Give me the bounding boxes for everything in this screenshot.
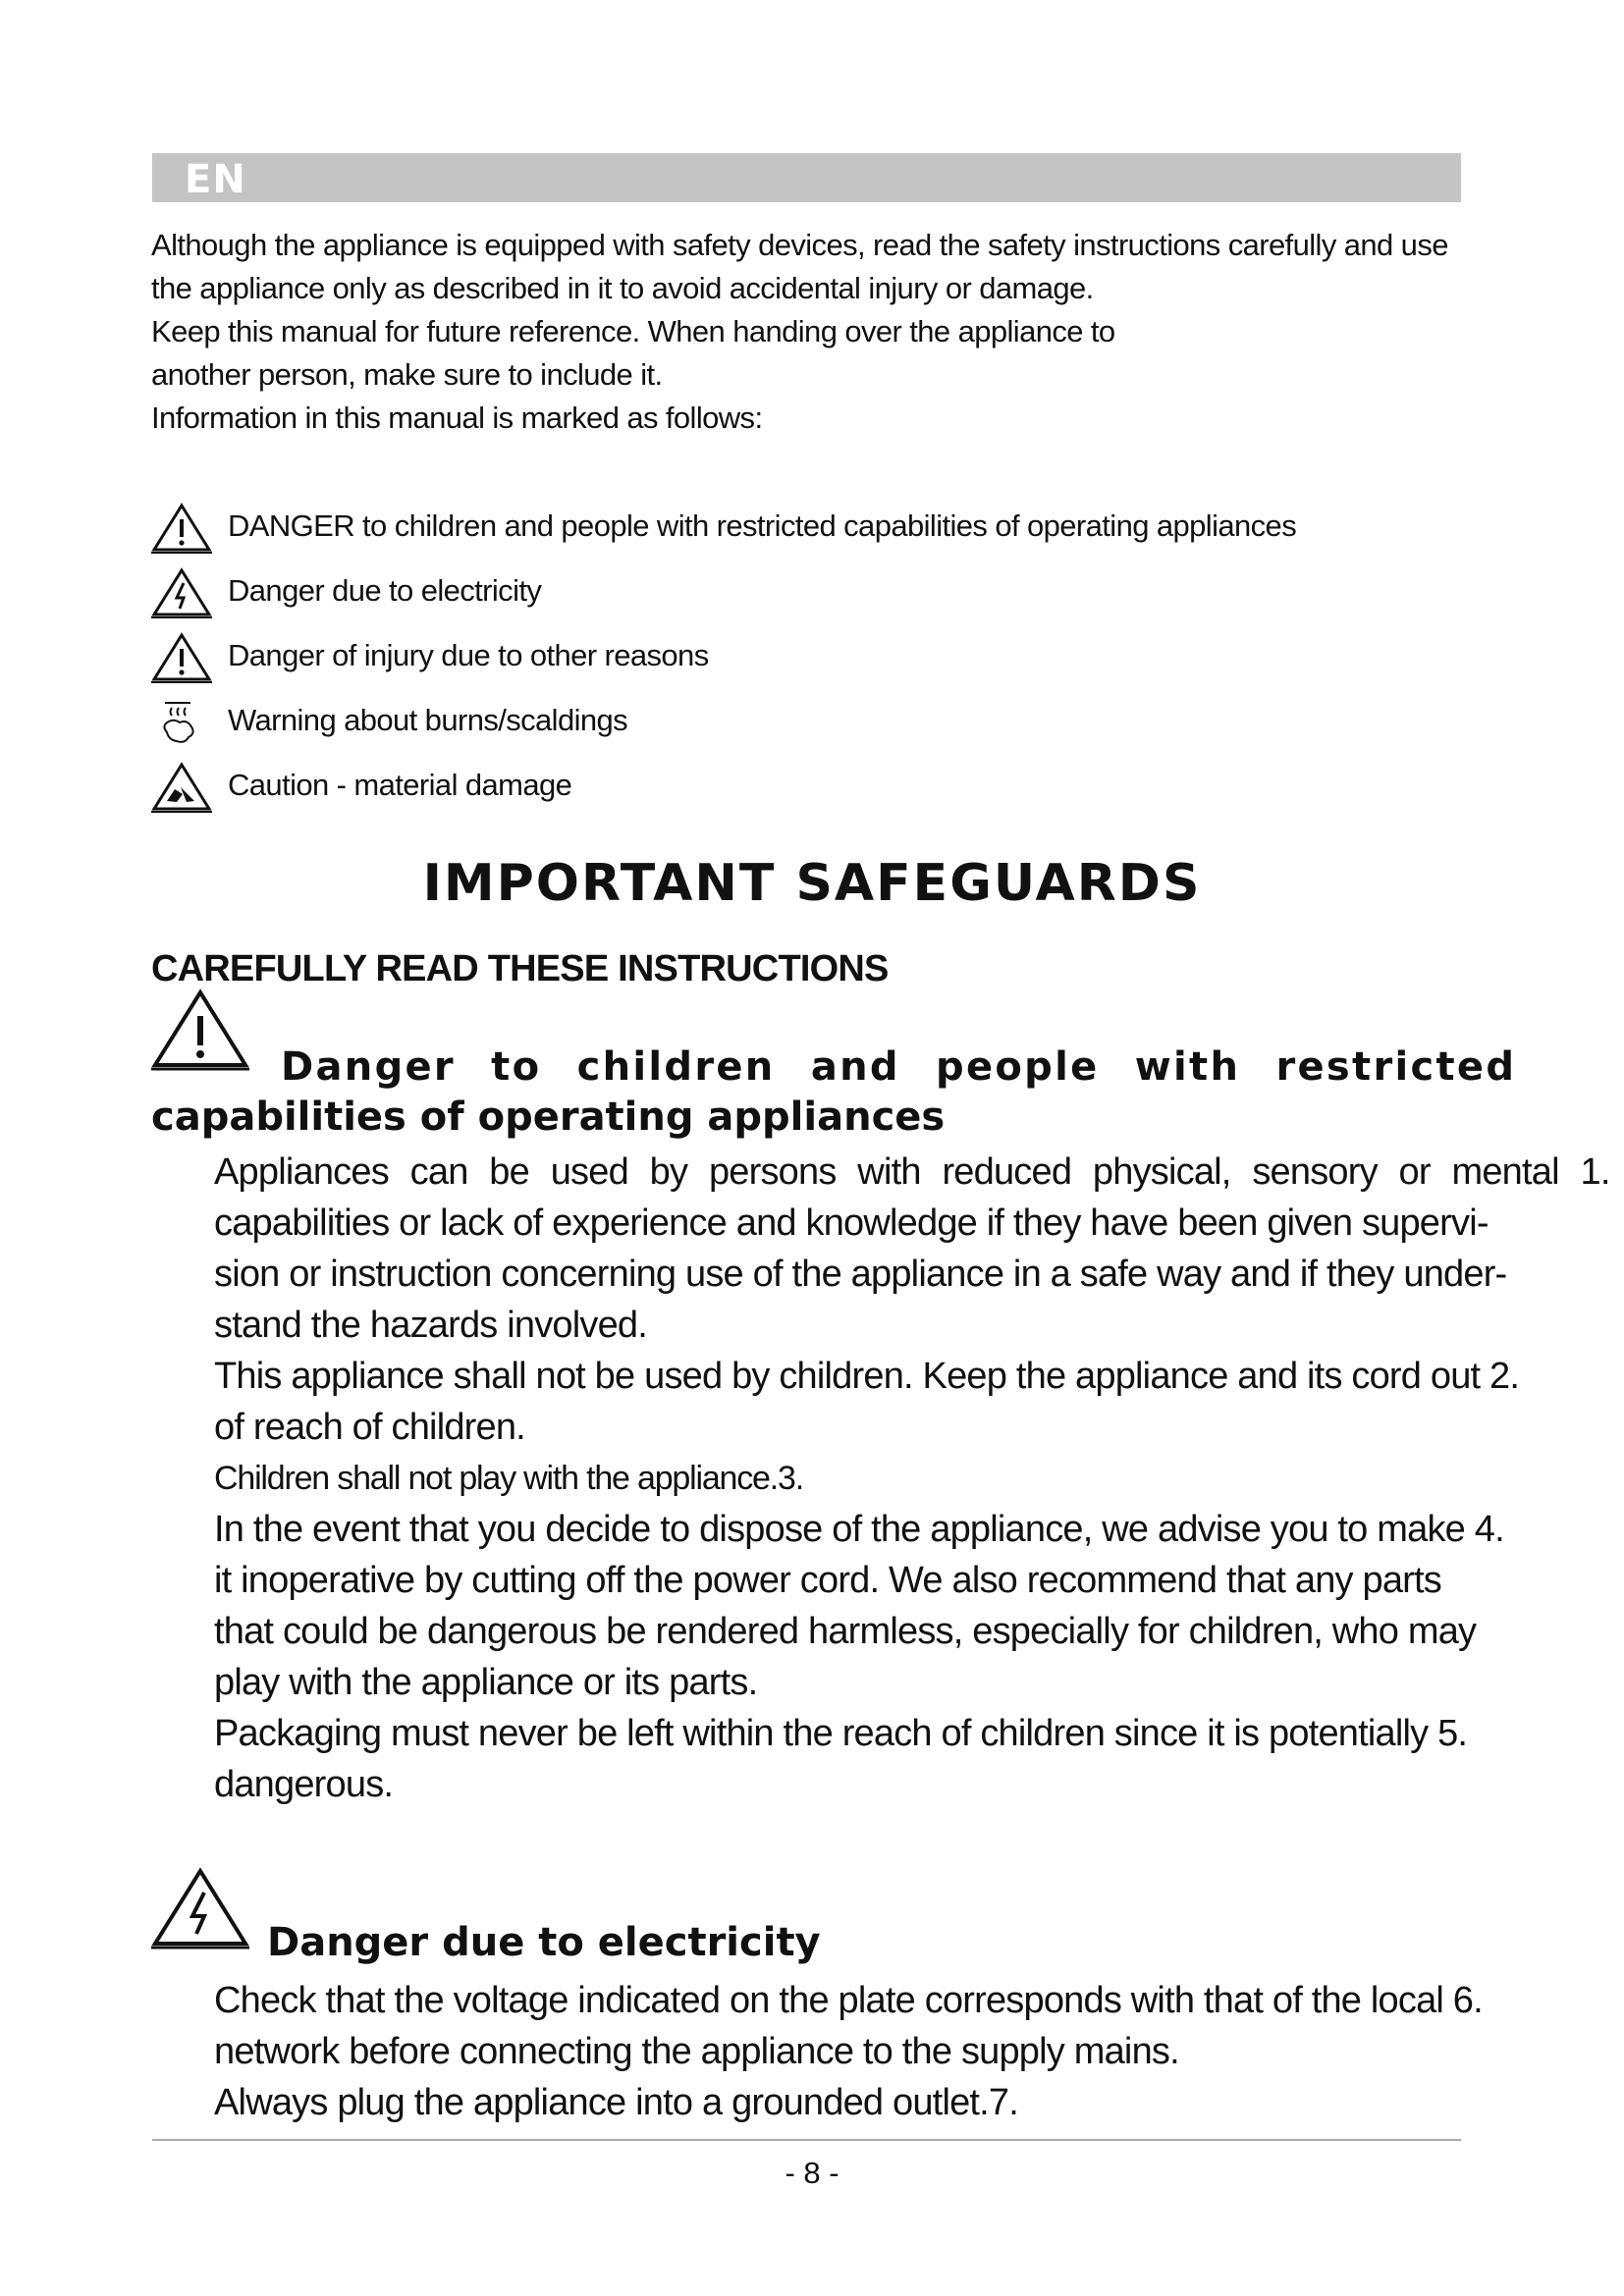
instruction-line: stand the hazards involved. [214,1305,648,1346]
legend-label: DANGER to children and people with restricted capabilities of operating appliances [228,508,1297,543]
intro-paragraph [151,224,1477,440]
section-subtitle: CAREFULLY READ THESE INSTRUCTIONS [151,948,889,989]
section-heading-children: Danger to children and people with restricted [281,1044,1517,1090]
page-title: IMPORTANT SAFEGUARDS [422,854,1202,913]
language-label: EN [185,157,246,202]
hot-surface-icon [151,697,212,748]
instruction-line: Appliances can be used by persons with reduced physical, sensory or mental 1. [214,1151,1610,1193]
page-number: - 8 - [785,2156,839,2190]
intro-line: the appliance only as described in it to avoid accidental injury or damage. [151,271,1094,305]
footer-divider [152,2139,1461,2141]
electric-hazard-icon [151,567,212,618]
electric-hazard-icon [151,1867,249,1949]
instruction-line: of reach of children. [214,1407,525,1448]
legend-label: Caution - material damage [228,768,572,802]
instruction-line: play with the appliance or its parts. [214,1662,758,1703]
instruction-line: In the event that you decide to dispose of the appliance, we advise you to make 4. [214,1509,1504,1550]
instruction-line: This appliance shall not be used by children. Keep the appliance and its cord out 2. [214,1356,1520,1397]
instruction-line: that could be dangerous be rendered harmless, especially for children, who may [214,1611,1477,1652]
instruction-line: Always plug the appliance into a grounded outlet.7. [214,2082,1019,2123]
instruction-line: network before connecting the appliance to the supply mains. [214,2031,1179,2072]
warning-exclamation-icon [151,988,249,1071]
section-heading-children-cont: capabilities of operating appliances [151,1095,946,1140]
children-instructions [214,1147,1610,1810]
intro-line: Although the appliance is equipped with safety devices, read the safety instructions carefully and use [151,228,1448,262]
material-damage-icon [151,762,212,813]
warning-exclamation-icon [151,632,212,683]
legend-label: Warning about burns/scaldings [228,703,628,737]
intro-line: Information in this manual is marked as follows: [151,400,763,435]
instruction-line: Packaging must never be left within the reach of children since it is potentially 5. [214,1713,1468,1754]
legend-label: Danger due to electricity [228,573,542,608]
instruction-line: capabilities or lack of experience and knowledge if they have been given supervi- [214,1202,1489,1244]
intro-line: another person, make sure to include it. [151,357,663,392]
intro-line: Keep this manual for future reference. When handing over the appliance to [151,314,1115,348]
warning-exclamation-icon [151,503,212,554]
instruction-line: Check that the voltage indicated on the plate corresponds with that of the local 6. [214,1980,1483,2021]
instruction-line: dangerous. [214,1764,394,1805]
instruction-line: sion or instruction concerning use of the appliance in a safe way and if they under- [214,1254,1507,1295]
electricity-instructions [214,1975,1559,2128]
language-bar [152,153,1461,202]
instruction-line: Children shall not play with the appliance.3. [214,1460,803,1497]
instruction-line: it inoperative by cutting off the power cord. We also recommend that any parts [214,1560,1441,1601]
legend-label: Danger of injury due to other reasons [228,638,709,672]
section-heading-electricity: Danger due to electricity [267,1920,821,1965]
